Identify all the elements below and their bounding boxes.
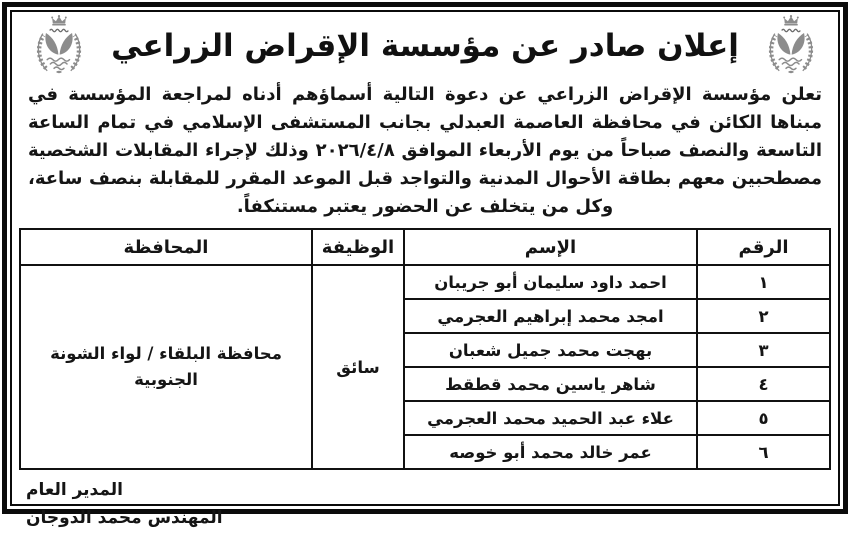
name-cell: امجد محمد إبراهيم العجرمي [404, 299, 697, 333]
table-header-row [20, 229, 830, 265]
signature-block [12, 470, 838, 534]
column-header-position: الوظيفة [312, 229, 404, 265]
acc-emblem-icon [20, 15, 98, 77]
outer-border [2, 2, 848, 528]
table-row [20, 265, 830, 299]
number-cell: ٦ [697, 435, 830, 469]
applicants-table [19, 228, 831, 470]
name-cell: احمد داود سليمان أبو جريبان [404, 265, 697, 299]
announcement-paragraph: تعلن مؤسسة الإقراض الزراعي عن دعوة التالية أسماؤهم أدناه لمراجعة المؤسسة في مبناها الكائن في محافظة العاصمة العبدلي بجانب المستشفى الإسلامي في تمام الساعة التاسعة والنصف صباحاً من يوم الأربعاء الموافق ٢٠٢٦/٤/٨ وذلك لإجراء المقابلات الشخصية مصطحبين معهم بطاقة الأحوال المدنية والتواجد قبل الموعد المقرر للمقابلة بنصف ساعة، وكل من يتخلف عن الحضور يعتبر مستنكفاً. [28, 84, 822, 217]
name-cell: بهجت محمد جميل شعبان [404, 333, 697, 367]
number-cell: ٤ [697, 367, 830, 401]
position-cell: سائق [312, 265, 404, 469]
number-cell: ٥ [697, 401, 830, 435]
name-cell: عمر خالد محمد أبو خوصه [404, 435, 697, 469]
column-header-number: الرقم [697, 229, 830, 265]
signature-name: المهندس محمد الدوجان [26, 508, 223, 528]
masthead [12, 12, 838, 77]
governorate-cell: محافظة البلقاء / لواء الشونة الجنوبية [20, 265, 312, 469]
name-cell: علاء عبد الحميد محمد العجرمي [404, 401, 697, 435]
column-header-governorate: المحافظة [20, 229, 312, 265]
signature-title: المدير العام [26, 480, 123, 500]
column-header-name: الإسم [404, 229, 697, 265]
page-title: إعلان صادر عن مؤسسة الإقراض الزراعي [111, 28, 739, 64]
name-cell: شاهر ياسين محمد قطقط [404, 367, 697, 401]
number-cell: ٣ [697, 333, 830, 367]
acc-emblem-icon [752, 15, 830, 77]
number-cell: ٢ [697, 299, 830, 333]
inner-border [10, 10, 840, 528]
number-cell: ١ [697, 265, 830, 299]
